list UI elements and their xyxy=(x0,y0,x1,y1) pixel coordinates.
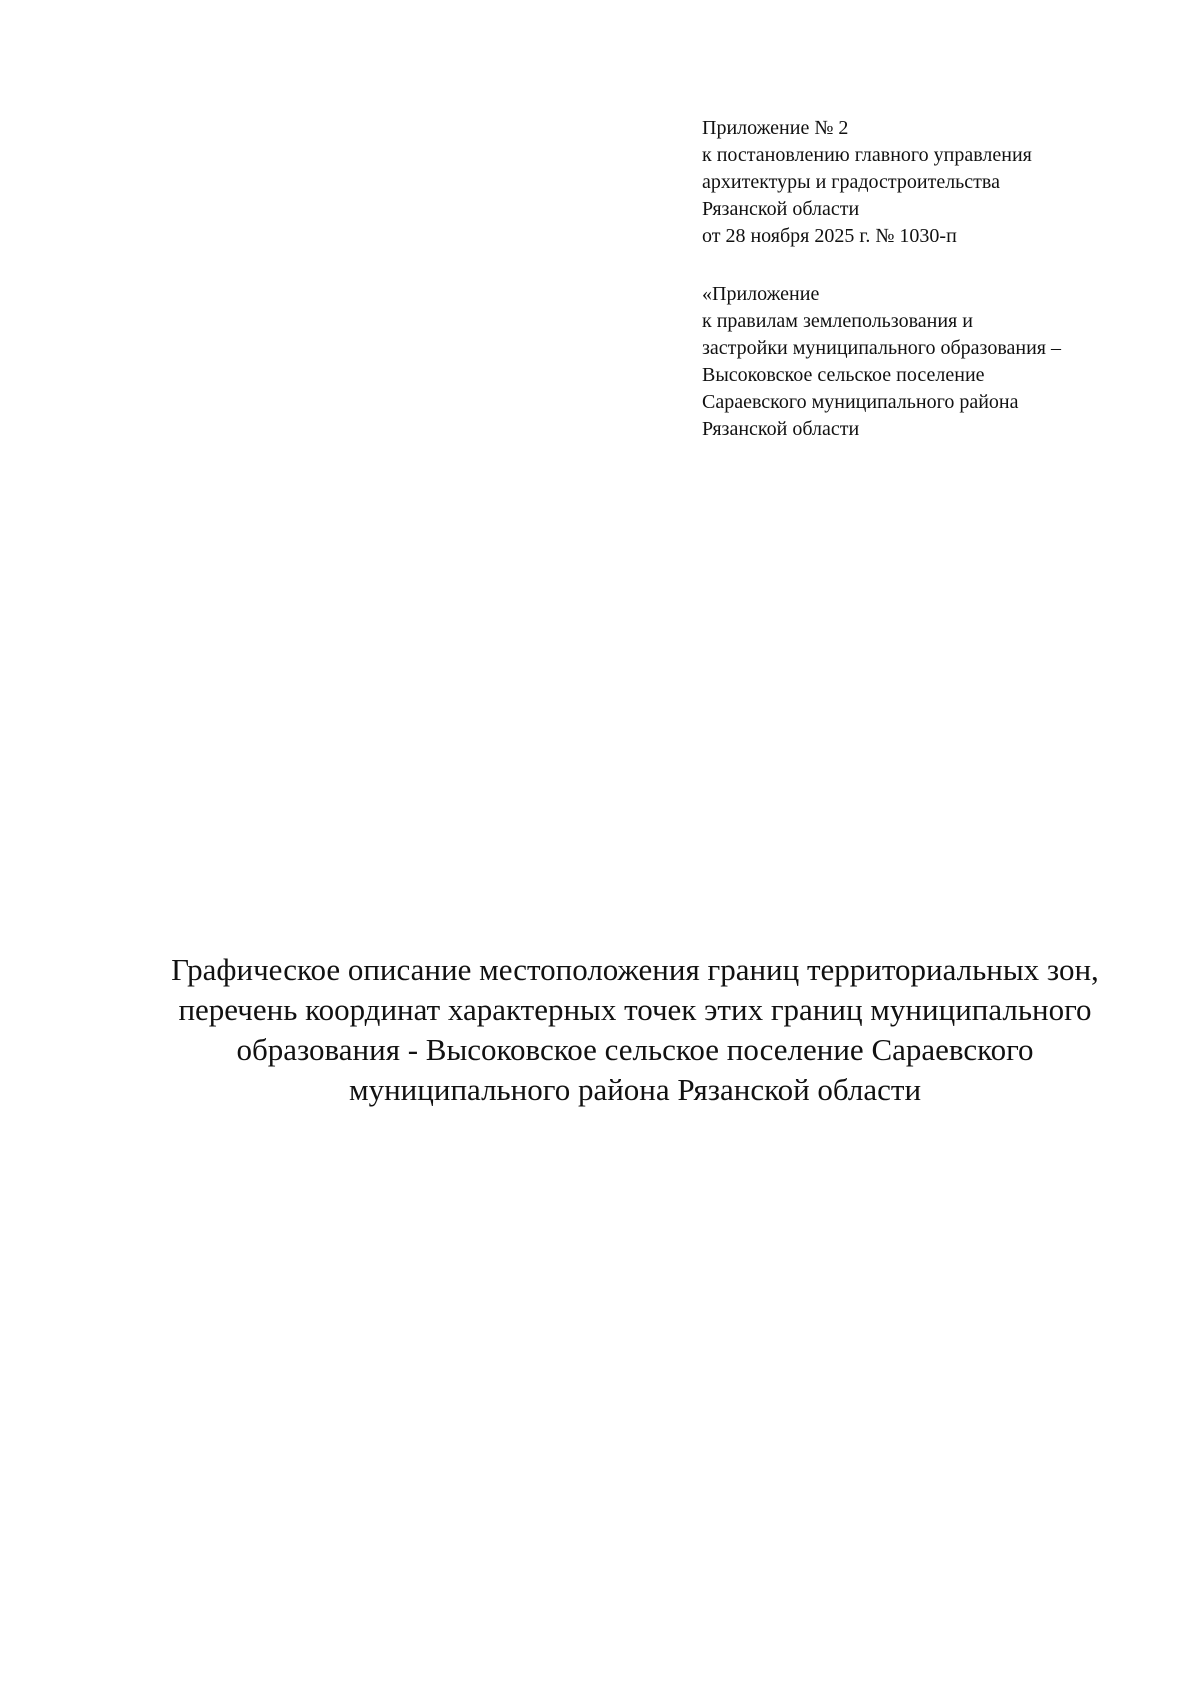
appendix-decree-line: архитектуры и градостроительства xyxy=(702,171,1000,193)
appendix-decree-line: Приложение № 2 xyxy=(702,117,849,139)
appendix-decree-line: к постановлению главного управления xyxy=(702,144,1032,166)
appendix-decree-line: от 28 ноября 2025 г. № 1030-п xyxy=(702,225,957,247)
appendix-rules-line: Сараевского муниципального района xyxy=(702,391,1019,413)
appendix-decree-line: Рязанской области xyxy=(702,198,860,220)
appendix-rules-line: к правилам землепользования и xyxy=(702,310,973,332)
appendix-rules-line: застройки муниципального образования – xyxy=(702,337,1061,359)
document-title xyxy=(110,950,1160,1110)
document-title-line: перечень координат характерных точек этих границ муниципального xyxy=(178,992,1092,1027)
appendix-rules-line: «Приложение xyxy=(702,283,820,305)
appendix-decree-header xyxy=(702,115,1172,250)
document-title-line: Графическое описание местоположения границ территориальных зон, xyxy=(171,952,1099,987)
appendix-rules-header xyxy=(702,281,1172,443)
appendix-rules-line: Высоковское сельское поселение xyxy=(702,364,985,386)
document-title-line: образования - Высоковское сельское поселение Сараевского xyxy=(236,1032,1034,1067)
document-title-line: муниципального района Рязанской области xyxy=(348,1072,922,1107)
appendix-rules-line: Рязанской области xyxy=(702,418,860,440)
